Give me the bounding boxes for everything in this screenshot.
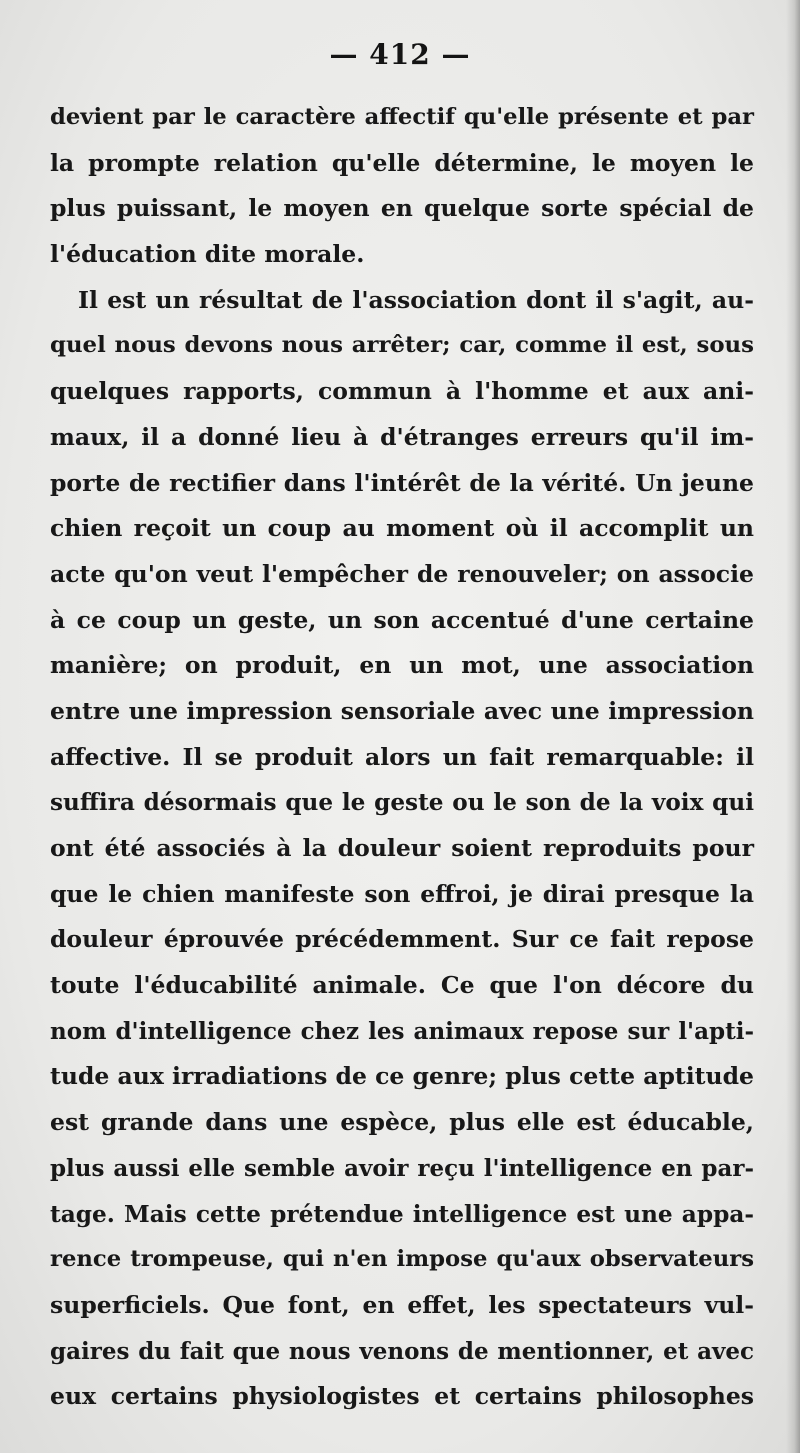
page-number: — 412 —: [329, 38, 471, 71]
text-line: toute l'éducabilité animale. Ce que l'on décore du: [50, 971, 754, 1000]
text-line: superficiels. Que font, en effet, les spectateurs vul-: [50, 1290, 754, 1319]
text-line: gaires du fait que nous venons de mentionner, et avec: [50, 1337, 754, 1365]
text-line: ont été associés à la douleur soient reproduits pour: [50, 834, 754, 862]
text-line: maux, il a donné lieu à d'étranges erreurs qu'il im-: [50, 422, 754, 451]
text-line: la prompte relation qu'elle détermine, le moyen le: [50, 148, 754, 177]
text-line: acte qu'on veut l'empêcher de renouveler; on associe: [50, 559, 754, 588]
text-line: nom d'intelligence chez les animaux repose sur l'apti-: [50, 1017, 754, 1045]
text-line: suffira désormais que le geste ou le son de la voix qui: [50, 789, 754, 817]
text-line: manière; on produit, en un mot, une association: [50, 651, 754, 680]
text-line: est grande dans une espèce, plus elle est éducable,: [50, 1108, 754, 1137]
text-line: douleur éprouvée précédemment. Sur ce fait repose: [50, 925, 754, 954]
text-line: affective. Il se produit alors un fait remarquable: il: [50, 742, 754, 771]
text-line: que le chien manifeste son effroi, je dirai presque la: [50, 879, 754, 908]
text-line: à ce coup un geste, un son accentué d'une certaine: [50, 605, 754, 634]
text-line: plus aussi elle semble avoir reçu l'intelligence en par-: [50, 1154, 754, 1182]
text-line: l'éducation dite morale.: [50, 240, 365, 269]
body-text: [50, 95, 754, 1420]
paragraph-start-line: Il est un résultat de l'association dont il s'agit, au-: [78, 285, 754, 314]
text-line: plus puissant, le moyen en quelque sorte spécial de: [50, 194, 754, 223]
text-line: porte de rectifier dans l'intérêt de la vérité. Un jeune: [50, 468, 754, 497]
text-line: entre une impression sensoriale avec une impression: [50, 696, 754, 725]
text-line: eux certains physiologistes et certains philosophes: [50, 1382, 754, 1411]
text-line: rence trompeuse, qui n'en impose qu'aux observateurs: [50, 1246, 754, 1273]
text-line: tude aux irradiations de ce genre; plus cette aptitude: [50, 1062, 754, 1091]
page-edge-shadow: [786, 0, 800, 1453]
text-line: tage. Mais cette prétendue intelligence est une appa-: [50, 1200, 754, 1228]
text-line: chien reçoit un coup au moment où il accomplit un: [50, 514, 754, 543]
text-line: quelques rapports, commun à l'homme et aux ani-: [50, 377, 754, 406]
text-line: devient par le caractère affectif qu'elle présente et par: [50, 104, 754, 130]
text-line: quel nous devons nous arrêter; car, comme il est, sous: [50, 332, 754, 359]
